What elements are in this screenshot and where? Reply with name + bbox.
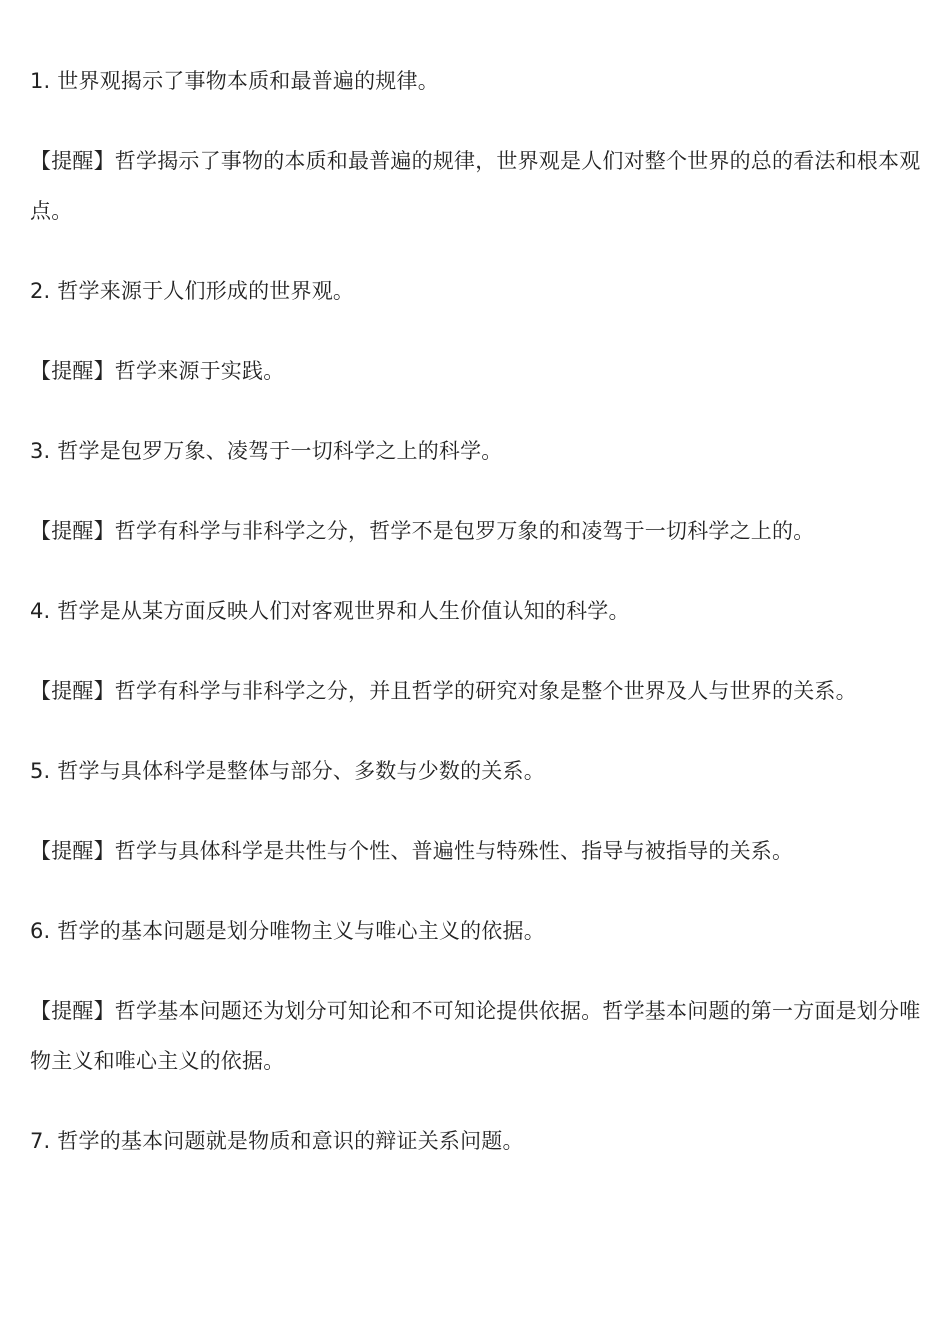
statement-4: 4. 哲学是从某方面反映人们对客观世界和人生价值认知的科学。 xyxy=(30,599,630,623)
statement-3: 3. 哲学是包罗万象、凌驾于一切科学之上的科学。 xyxy=(30,439,503,463)
reminder-6: 【提醒】哲学基本问题还为划分可知论和不可知论提供依据。哲学基本问题的第一方面是划分唯物主义和唯心主义的依据。 xyxy=(30,999,921,1073)
statement-6: 6. 哲学的基本问题是划分唯物主义与唯心主义的依据。 xyxy=(30,919,545,943)
reminder-1: 【提醒】哲学揭示了事物的本质和最普遍的规律，世界观是人们对整个世界的总的看法和根本观点。 xyxy=(30,149,921,223)
statement-5: 5. 哲学与具体科学是整体与部分、多数与少数的关系。 xyxy=(30,759,545,783)
statement-7: 7. 哲学的基本问题就是物质和意识的辩证关系问题。 xyxy=(30,1129,524,1153)
statement-2: 2. 哲学来源于人们形成的世界观。 xyxy=(30,279,355,303)
reminder-3: 【提醒】哲学有科学与非科学之分，哲学不是包罗万象的和凌驾于一切科学之上的。 xyxy=(30,519,815,543)
document-body xyxy=(30,56,924,1196)
reminder-2: 【提醒】哲学来源于实践。 xyxy=(30,359,285,383)
reminder-5: 【提醒】哲学与具体科学是共性与个性、普遍性与特殊性、指导与被指导的关系。 xyxy=(30,839,794,863)
reminder-4: 【提醒】哲学有科学与非科学之分，并且哲学的研究对象是整个世界及人与世界的关系。 xyxy=(30,679,857,703)
statement-1: 1. 世界观揭示了事物本质和最普遍的规律。 xyxy=(30,69,439,93)
